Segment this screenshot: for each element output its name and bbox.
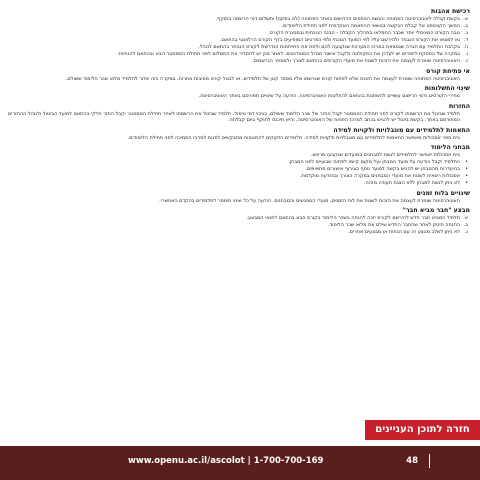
list-item-text: לא ניתן לגשת למבחן ללא הצגת תעודה מזהה.	[363, 180, 460, 187]
refund-paragraph: תלמיד שביטל את הרשמתו לקורס לפני תחילת הסמסטר יקבל החזר של שכר הלימוד ששילם, בניכוי דמי טיפול. תלמיד שביטל את הרשמתו לאחר תחילת הסמסטר יקבל החזר חלקי בהתאם למועד הביטול ולנוהל ההחזרים המפורסם באתר. בקשת ביטול יש להגיש בכתב למרכז הפניות של האוניברסיטה, והיא תיכנס לתוקף ביום קבלתה.	[8, 110, 460, 124]
accessibility-paragraph: בית ספר אסכולות מאפשר התאמות לתלמידים עם מוגבלויות ולקויות למידה. תלמידים הזקוקים להתאמות מתבקשים לפנות למרכז התמיכה לפני תחילת הלימודים.	[127, 134, 460, 141]
list-item-text: בהיעדרות מהמבחן יש להגיש בקשה למועד נוסף בצירוף אישורים מתאימים.	[305, 166, 460, 173]
list-marker: ו.	[465, 50, 468, 57]
list-item-text: נא למצוא את הקורס הנבחר ולהירשם עליו לפי המועד הנוכחי ולפי הפרטים המופיעים בדף הקורס הרלוונטי בהתאם.	[220, 36, 460, 43]
list-item	[8, 222, 468, 229]
list-item-text: אסכולות רשאית לשנות את מועדי המבחנים במקרה הצורך ובהודעה מוקדמת.	[300, 173, 460, 180]
list-marker: ג.	[464, 229, 468, 236]
bullet-icon: •	[465, 180, 468, 187]
bullet-icon: •	[465, 159, 468, 166]
document-body	[8, 5, 470, 445]
exams-paragraph: בית אסכולות יאפשר לתלמידים לגשת למבחנים במועדים שנקבעו מראש.	[310, 152, 460, 159]
exams-list	[8, 159, 470, 187]
schedule-paragraph: האוניברסיטה שומרת לעצמה את הזכות לשנות את לוח הזמנים, מועדי המפגשים והמבחנים. הודעה על כל שינוי תימסר לתלמידים בהקדם האפשרי.	[159, 197, 460, 204]
list-item-text: לא ניתן לשלב מבצע זה עם הנחות או מבצעים אחרים.	[348, 229, 460, 236]
list-marker: ז.	[464, 57, 468, 64]
list-marker: ג.	[464, 29, 468, 36]
registration-list	[8, 16, 470, 65]
section-title-discount: מבצע "חבר מביא חבר"	[402, 207, 470, 215]
discount-list	[8, 215, 470, 236]
list-item-text: ההנחה תינתן לאחר שהחבר החדש שילם את מלוא שכר הלימוד.	[327, 222, 460, 229]
list-item-text: בקרבת התלמיד עם חברה שנמצאת במרכז המערכת שנקבעה להם ולתת את התייחסות הנדרשת לקורס הנבחר בהתאם לנוהל.	[198, 43, 460, 50]
list-item-text: בקשת קבלה לאוניברסיטה הפתוחה והגשת הטפסים הדרושים באתר הפתוחה (לא בפקס) ותשלום דמי הרשמה בתוקף.	[215, 16, 460, 22]
list-item-text: במקרה של הפסקת לימודים יש לעדכן את הפקולטה ולקבל אישור מנהל הסטודנטים. לאחר מכן יש להסדיר את התשלום לפני תחילת הסמסטר הבא ובהתאם להנחיות.	[117, 50, 460, 57]
footer-divider	[429, 454, 430, 468]
list-item-text: המשך הקונספט של קבלת הבקשה בנושאי ההתאמה האקדמית לפני תחילת הלימודים.	[281, 22, 460, 29]
list-item	[8, 159, 468, 166]
bullet-icon: •	[465, 166, 468, 173]
back-to-toc-button[interactable]: חזרה לתוכן העניינים	[365, 420, 480, 440]
list-marker: ה.	[463, 43, 468, 50]
section-title-accessibility: התאמות לתלמידים עם מוגבלויות ולקויות למידה	[333, 126, 470, 134]
list-item	[8, 29, 468, 37]
list-item	[8, 50, 468, 58]
cancel-paragraph: האוניברסיטה הפתוחה שומרת לעצמה את הזכות שלא לפתוח קורס שנרשמו אליו מספר קטן של תלמידים, או לבטל קורס מסיבות אחרות. במקרה כזה יוחזר לתלמיד מלוא שכר הלימוד ששולם.	[65, 75, 460, 82]
list-marker: ד.	[463, 36, 468, 43]
list-item	[8, 43, 468, 51]
list-item-text: האוניברסיטה שומרת לעצמה את הזכות לשנות את מועדי הקורסים בהתאם לצורך ולמספר הנרשמים.	[252, 57, 460, 64]
list-item	[8, 16, 468, 23]
bullet-icon: •	[465, 173, 468, 180]
list-item-text: גובה הקורס המינימלי יותר שכבר התמלאו בתהליך הקבלה - הבנה הנוכחית ובמסגרת הקורס.	[268, 29, 460, 36]
page-footer	[0, 446, 480, 480]
list-item	[8, 229, 468, 236]
footer-website-link[interactable]: www.openu.ac.il/ascolot | 1-700-700-169	[128, 456, 324, 466]
list-marker: ב.	[463, 22, 468, 29]
list-item-text: התלמיד יקבל הודעה על מועד המבחן ועל מקום קיומו לפחות שבועיים לפני המבחן.	[288, 159, 460, 166]
section-title-cancel: אי פתיחת קורס	[426, 67, 470, 75]
tuition-paragraph: מחירי הקורסים ודמי הרישום עשויים להשתנות בהתאם להחלטות האוניברסיטה. הודעה על שינויים תפורסם באתר האוניברסיטה.	[198, 93, 460, 100]
list-marker: א.	[463, 16, 468, 22]
section-title-schedule: שינויים בלוח זמנים	[416, 189, 470, 197]
list-item	[8, 22, 468, 30]
list-marker: א.	[463, 215, 468, 222]
section-title-registration: רכישת אהבות	[430, 8, 470, 15]
section-title-exams: מבחני הלימוד	[430, 144, 470, 152]
list-item	[8, 215, 468, 222]
list-item	[8, 57, 468, 65]
list-marker: ב.	[463, 222, 468, 229]
section-title-tuition: שינוי התשלומות	[424, 85, 470, 93]
list-item-text: תלמיד המביא חבר חדש להירשם לקורס יזכה להנחה בשכר הלימוד בקורס הבא בהתאם לתנאי המבצע.	[246, 215, 460, 222]
list-item	[8, 166, 468, 173]
list-item	[8, 36, 468, 44]
page-number: 48	[406, 456, 418, 466]
section-title-refund: החזרות	[448, 102, 470, 110]
list-item	[8, 173, 468, 180]
list-item	[8, 180, 468, 187]
